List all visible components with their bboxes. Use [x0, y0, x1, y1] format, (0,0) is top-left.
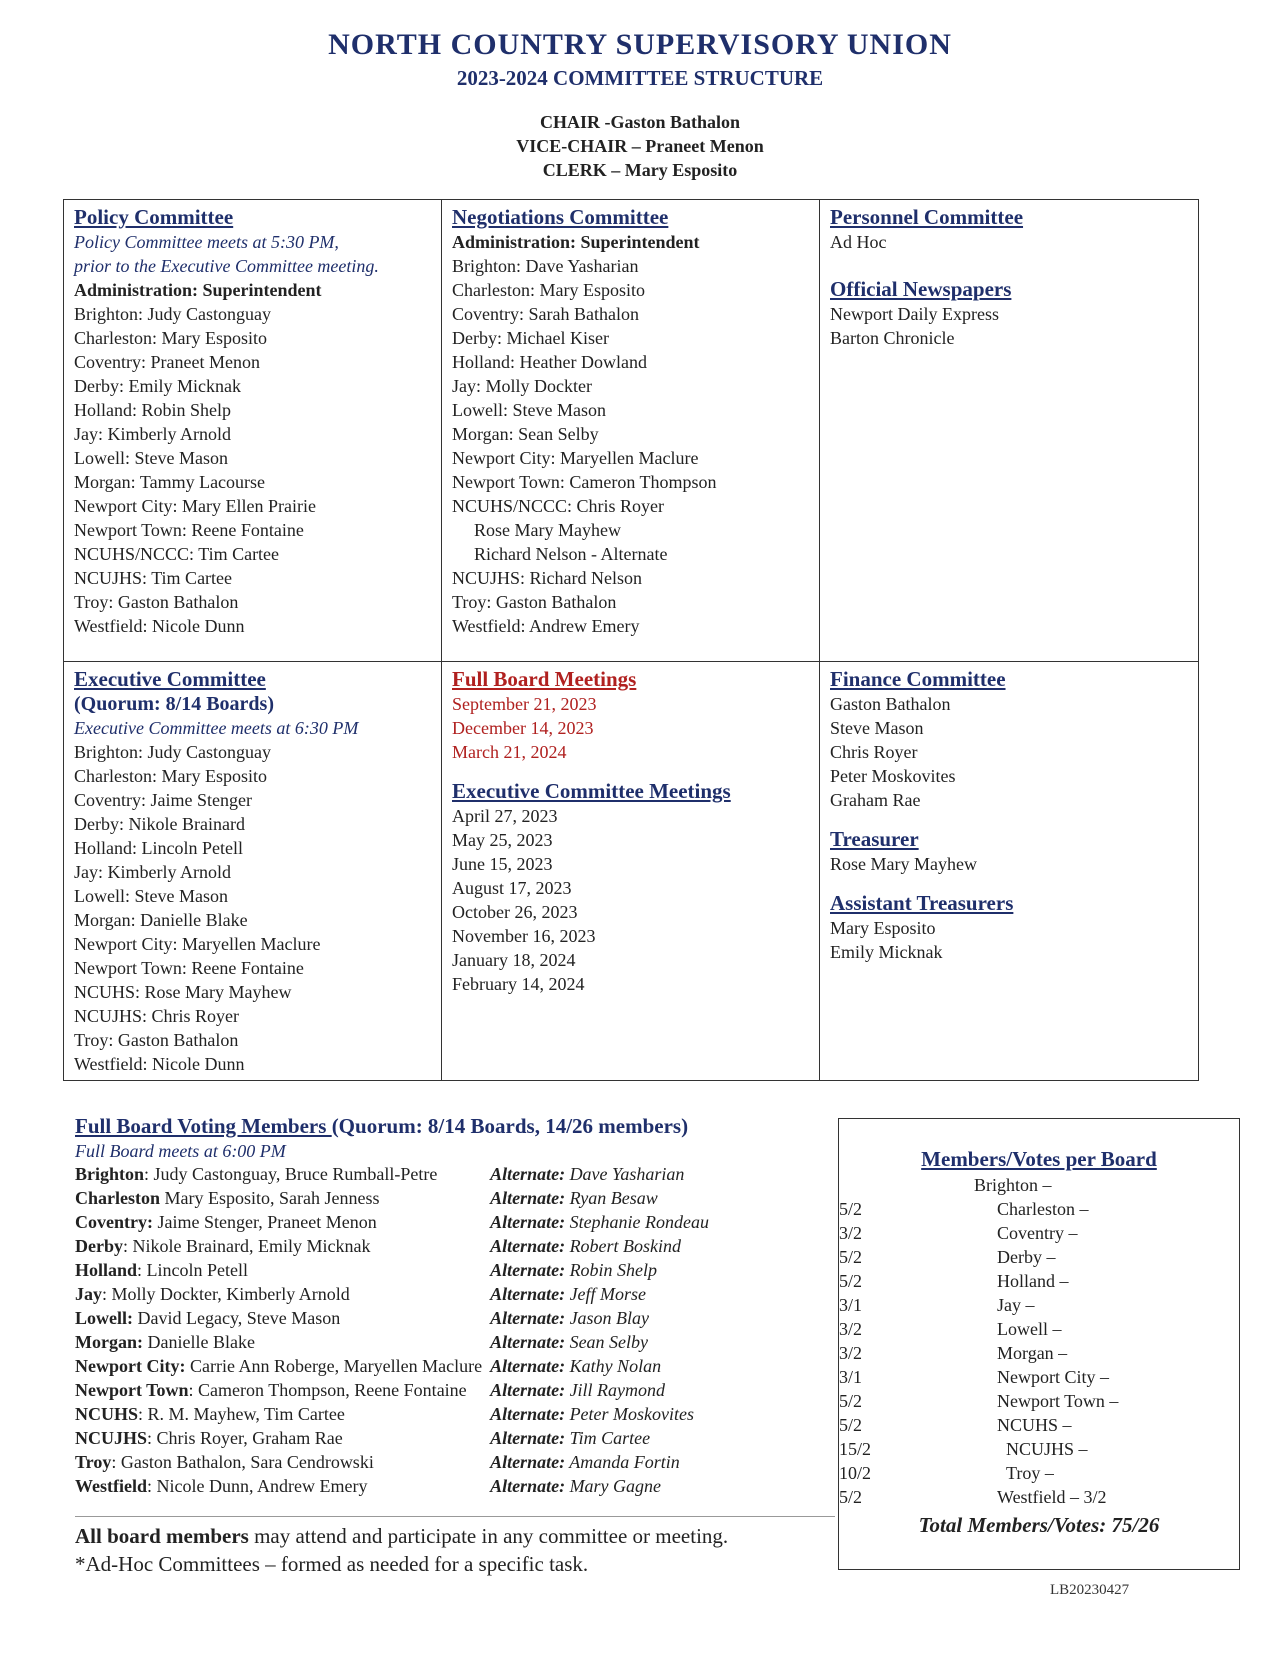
list-item: Newport Town: Reene Fontaine [74, 520, 304, 540]
board-members: Gaston Bathalon, Sara Cendrowski [116, 1452, 374, 1472]
board-name: Morgan: [75, 1332, 143, 1352]
executive-committee-title: Executive Committee [74, 667, 266, 691]
executive-meetings-title: Executive Committee Meetings [452, 779, 731, 803]
executive-member-list [74, 740, 431, 1076]
voting-members-table [75, 1162, 709, 1498]
list-item: NCUHS/NCCC: Chris Royer [452, 496, 665, 516]
notes-line-1 [75, 1522, 728, 1550]
board-name: Troy [75, 1452, 112, 1472]
list-item: Brighton: Dave Yasharian [452, 256, 639, 276]
votes-total: Total Members/Votes: 75/26 [918, 1513, 1160, 1537]
list-item: February 14, 2024 [452, 974, 585, 994]
board-name: Jay [75, 1284, 102, 1304]
notes-divider [75, 1516, 835, 1517]
voting-members-cell [75, 1402, 482, 1426]
executive-committee-cell [64, 662, 442, 1081]
org-title: NORTH COUNTRY SUPERVISORY UNION [328, 28, 952, 61]
list-item: Jay: Molly Dockter [452, 376, 592, 396]
alternate-name: Mary Gagne [569, 1476, 662, 1496]
list-item: NCUJHS: Richard Nelson [452, 568, 642, 588]
alternate-label: Alternate: [490, 1380, 566, 1400]
list-item: January 18, 2024 [452, 950, 576, 970]
board-members: R. M. Mayhew, Tim Cartee [143, 1404, 345, 1424]
finance-committee-title: Finance Committee [830, 667, 1006, 691]
list-item: Emily Micknak [830, 942, 943, 962]
alternate-label: Alternate: [490, 1236, 566, 1256]
voting-members-cell [75, 1330, 482, 1354]
notes-line-2: *Ad-Hoc Committees – formed as needed for a specific task. [75, 1552, 589, 1576]
alternate-label: Alternate: [490, 1188, 566, 1208]
board-separator: : [144, 1164, 150, 1184]
list-item: Morgan: Danielle Blake [74, 910, 248, 930]
alternate-name: Robert Boskind [569, 1236, 682, 1256]
list-item: Lowell: Steve Mason [452, 400, 606, 420]
list-item: August 17, 2023 [452, 878, 572, 898]
board-name: Charleston [75, 1188, 160, 1208]
board-members: Jaime Stenger, Praneet Menon [152, 1212, 377, 1232]
voting-members-cell [75, 1426, 482, 1450]
policy-admin: Administration: Superintendent [74, 280, 322, 300]
voting-members-cell [75, 1210, 482, 1234]
meetings-cell [442, 662, 820, 1081]
list-item: Westfield: Nicole Dunn [74, 1054, 245, 1074]
alternate-name: Dave Yasharian [569, 1164, 685, 1184]
list-item: Graham Rae [830, 790, 921, 810]
list-item: December 14, 2023 [452, 718, 594, 738]
list-item: Westfield – 3/2 [997, 1487, 1107, 1507]
voting-members-cell [75, 1162, 482, 1186]
board-members: Carrie Ann Roberge, Maryellen Maclure [185, 1356, 483, 1376]
voting-row [75, 1306, 709, 1330]
voting-quorum: (Quorum: 8/14 Boards, 14/26 members) [331, 1114, 689, 1138]
board-members: Judy Castonguay, Bruce Rumball-Petre [149, 1164, 438, 1184]
board-separator: : [123, 1236, 129, 1256]
policy-member-list [74, 302, 431, 638]
list-item: NCUJHS – 10/2 [839, 1439, 1088, 1483]
voting-row [75, 1234, 709, 1258]
negotiations-member-list-2 [452, 566, 809, 638]
alternate-name: Sean Selby [569, 1332, 649, 1352]
list-item: Morgan: Sean Selby [452, 424, 599, 444]
voting-members-cell [75, 1354, 482, 1378]
negotiations-member-list [452, 254, 809, 518]
list-item: Newport Town: Reene Fontaine [74, 958, 304, 978]
list-item: November 16, 2023 [452, 926, 596, 946]
votes-list [839, 1173, 1239, 1509]
voting-members-section [75, 1112, 835, 1498]
list-item: Newport Town – 5/2 [839, 1391, 1119, 1435]
alternate-label: Alternate: [490, 1308, 566, 1328]
personnel-text: Ad Hoc [830, 232, 887, 252]
policy-committee-title: Policy Committee [74, 205, 234, 229]
votes-box-title: Members/Votes per Board [921, 1147, 1157, 1171]
board-name: Brighton [75, 1164, 145, 1184]
voting-row [75, 1330, 709, 1354]
list-item: Newport City: Mary Ellen Prairie [74, 496, 316, 516]
alternate-name: Tim Cartee [569, 1428, 651, 1448]
list-item: Derby: Nikole Brainard [74, 814, 245, 834]
newspaper-list [830, 302, 1188, 350]
alternate-name: Jeff Morse [569, 1284, 647, 1304]
voting-members-cell [75, 1378, 482, 1402]
voting-row [75, 1258, 709, 1282]
list-item: Brighton: Judy Castonguay [74, 304, 271, 324]
treasurer-title: Treasurer [830, 827, 919, 851]
negotiations-admin: Administration: Superintendent [452, 232, 700, 252]
voting-row [75, 1210, 709, 1234]
finance-member-list [830, 692, 1188, 812]
notes-line-1-bold: All board members [75, 1524, 249, 1548]
list-item: June 15, 2023 [452, 854, 553, 874]
list-item: Coventry: Jaime Stenger [74, 790, 252, 810]
vice-chair-line: VICE-CHAIR – Praneet Menon [516, 136, 764, 156]
board-members: Molly Dockter, Kimberly Arnold [107, 1284, 350, 1304]
alternate-cell [482, 1450, 709, 1474]
alternate-cell [482, 1186, 709, 1210]
voting-note: Full Board meets at 6:00 PM [75, 1141, 286, 1161]
voting-members-cell [75, 1306, 482, 1330]
negotiations-committee-title: Negotiations Committee [452, 205, 669, 229]
full-board-meetings-title: Full Board Meetings [452, 667, 637, 691]
list-item: Gaston Bathalon [830, 694, 951, 714]
alternate-name: Jason Blay [569, 1308, 650, 1328]
clerk-line: CLERK – Mary Esposito [542, 160, 738, 180]
list-item: NCUJHS: Chris Royer [74, 1006, 240, 1026]
list-item: Holland: Robin Shelp [74, 400, 231, 420]
alternate-cell [482, 1306, 709, 1330]
board-members: Danielle Blake [142, 1332, 255, 1352]
voting-members-cell [75, 1282, 482, 1306]
list-item: Charleston: Mary Esposito [74, 766, 267, 786]
notes-line-1-rest: may attend and participate in any committee or meeting. [248, 1524, 729, 1548]
alternate-name: Robin Shelp [569, 1260, 658, 1280]
executive-meeting-dates [452, 804, 809, 996]
voting-members-title: Full Board Voting Members [75, 1114, 332, 1138]
alternate-cell [482, 1402, 709, 1426]
alternate-name: Peter Moskovites [569, 1404, 695, 1424]
alternate-name: Jill Raymond [569, 1380, 666, 1400]
list-item: Newport City – 5/2 [839, 1367, 1110, 1411]
list-item: Richard Nelson - Alternate [474, 544, 668, 564]
list-item: Derby: Michael Kiser [452, 328, 609, 348]
notes [75, 1522, 728, 1578]
voting-row [75, 1450, 709, 1474]
voting-members-cell [75, 1474, 482, 1498]
board-name: Coventry: [75, 1212, 153, 1232]
negotiations-committee-cell [442, 200, 820, 662]
list-item: Holland: Lincoln Petell [74, 838, 243, 858]
alternate-label: Alternate: [490, 1332, 566, 1352]
board-members: David Legacy, Steve Mason [133, 1308, 341, 1328]
voting-row [75, 1402, 709, 1426]
board-name: NCUJHS [75, 1428, 148, 1448]
board-members: Mary Esposito, Sarah Jenness [160, 1188, 380, 1208]
list-item: Morgan: Tammy Lacourse [74, 472, 266, 492]
board-name: Newport City: [75, 1356, 186, 1376]
voting-members-cell [75, 1258, 482, 1282]
official-newspapers-title: Official Newspapers [830, 277, 1012, 301]
list-item: Troy: Gaston Bathalon [452, 592, 617, 612]
list-item: Jay: Kimberly Arnold [74, 862, 231, 882]
board-members: Lincoln Petell [142, 1260, 249, 1280]
list-item: Rose Mary Mayhew [474, 520, 621, 540]
list-item: Brighton: Judy Castonguay [74, 742, 271, 762]
list-item: Coventry: Sarah Bathalon [452, 304, 639, 324]
list-item: Steve Mason [830, 718, 924, 738]
personnel-committee-title: Personnel Committee [830, 205, 1024, 229]
list-item: Chris Royer [830, 742, 918, 762]
list-item: Lowell –3/2 [839, 1319, 1062, 1363]
alternate-cell [482, 1234, 709, 1258]
alternate-name: Amanda Fortin [569, 1452, 680, 1472]
list-item: May 25, 2023 [452, 830, 553, 850]
list-item: Mary Esposito [830, 918, 936, 938]
personnel-committee-cell [820, 200, 1199, 662]
board-members: Cameron Thompson, Reene Fontaine [193, 1380, 467, 1400]
list-item: March 21, 2024 [452, 742, 567, 762]
full-board-dates [452, 692, 809, 764]
alternate-cell [482, 1474, 709, 1498]
voting-row [75, 1282, 709, 1306]
voting-members-heading [75, 1112, 835, 1140]
voting-members-cell [75, 1186, 482, 1210]
list-item: Charleston – 3/2 [839, 1199, 1089, 1243]
list-item: Charleston: Mary Esposito [452, 280, 645, 300]
list-item: Jay: Kimberly Arnold [74, 424, 231, 444]
voting-row [75, 1354, 709, 1378]
board-name: Westfield [75, 1476, 147, 1496]
list-item: Newport Daily Express [830, 304, 999, 324]
list-item: Troy: Gaston Bathalon [74, 1030, 239, 1050]
list-item: Newport Town: Cameron Thompson [452, 472, 717, 492]
alternate-name: Kathy Nolan [569, 1356, 662, 1376]
board-name: Newport Town [75, 1380, 189, 1400]
board-name: Holland [75, 1260, 138, 1280]
alternate-label: Alternate: [490, 1212, 566, 1232]
committee-grid [63, 199, 1199, 1081]
list-item: Holland – 3/1 [839, 1271, 1069, 1315]
alternate-cell [482, 1378, 709, 1402]
list-item: Troy: Gaston Bathalon [74, 592, 239, 612]
board-members: Nikole Brainard, Emily Micknak [128, 1236, 371, 1256]
alternate-name: Stephanie Rondeau [569, 1212, 710, 1232]
document-code: LB20230427 [1050, 1582, 1130, 1598]
alternate-label: Alternate: [490, 1428, 566, 1448]
alternate-label: Alternate: [490, 1452, 566, 1472]
alternate-label: Alternate: [490, 1164, 566, 1184]
list-item: NCUJHS: Tim Cartee [74, 568, 233, 588]
voting-row [75, 1186, 709, 1210]
board-separator: : [147, 1428, 153, 1448]
board-separator: : [147, 1476, 153, 1496]
list-item: Lowell: Steve Mason [74, 448, 228, 468]
list-item: Lowell: Steve Mason [74, 886, 228, 906]
board-separator: : [137, 1260, 143, 1280]
alternate-cell [482, 1354, 709, 1378]
voting-row [75, 1378, 709, 1402]
list-item: October 26, 2023 [452, 902, 578, 922]
finance-committee-cell [820, 662, 1199, 1081]
board-separator: : [111, 1452, 117, 1472]
board-separator: : [138, 1404, 144, 1424]
alternate-label: Alternate: [490, 1476, 566, 1496]
votes-per-board-box [838, 1118, 1240, 1570]
voting-members-cell [75, 1234, 482, 1258]
board-members: Nicole Dunn, Andrew Emery [152, 1476, 368, 1496]
alternate-label: Alternate: [490, 1260, 566, 1280]
board-separator: : [102, 1284, 108, 1304]
alternate-label: Alternate: [490, 1404, 566, 1424]
assistant-treasurer-list [830, 916, 1188, 964]
list-item: September 21, 2023 [452, 694, 597, 714]
alternate-cell [482, 1426, 709, 1450]
board-name: NCUHS [75, 1404, 139, 1424]
voting-row [75, 1474, 709, 1498]
list-item: Brighton – 5/2 [839, 1175, 1052, 1219]
negotiations-indented-list [452, 518, 809, 566]
alternate-label: Alternate: [490, 1284, 566, 1304]
alternate-cell [482, 1258, 709, 1282]
board-name: Derby [75, 1236, 123, 1256]
executive-quorum: (Quorum: 8/14 Boards) [74, 693, 274, 715]
board-separator: : [188, 1380, 194, 1400]
list-item: NCUHS: Rose Mary Mayhew [74, 982, 292, 1002]
list-item: NCUHS – 15/2 [839, 1415, 1072, 1459]
list-item: Holland: Heather Dowland [452, 352, 647, 372]
executive-note: Executive Committee meets at 6:30 PM [74, 718, 359, 738]
chair-line: CHAIR -Gaston Bathalon [539, 112, 741, 132]
voting-row [75, 1162, 709, 1186]
list-item: Westfield: Andrew Emery [452, 616, 640, 636]
list-item: Morgan – 3/1 [839, 1343, 1068, 1387]
list-item: Derby: Emily Micknak [74, 376, 241, 396]
list-item: Coventry – 5/2 [839, 1223, 1078, 1267]
alternate-name: Ryan Besaw [569, 1188, 658, 1208]
list-item: Newport City: Maryellen Maclure [452, 448, 699, 468]
treasurer-name: Rose Mary Mayhew [830, 854, 977, 874]
list-item: April 27, 2023 [452, 806, 558, 826]
voting-members-cell [75, 1450, 482, 1474]
list-item: Jay – 3/2 [839, 1295, 1035, 1339]
policy-note-1: Policy Committee meets at 5:30 PM, [74, 232, 339, 252]
alternate-cell [482, 1162, 709, 1186]
list-item: Peter Moskovites [830, 766, 956, 786]
alternate-cell [482, 1330, 709, 1354]
list-item: Coventry: Praneet Menon [74, 352, 260, 372]
policy-note-2: prior to the Executive Committee meeting. [74, 256, 379, 276]
voting-row [75, 1426, 709, 1450]
board-name: Lowell: [75, 1308, 133, 1328]
board-members: Chris Royer, Graham Rae [152, 1428, 343, 1448]
list-item: Charleston: Mary Esposito [74, 328, 267, 348]
list-item: Newport City: Maryellen Maclure [74, 934, 321, 954]
alternate-label: Alternate: [490, 1356, 566, 1376]
list-item: Barton Chronicle [830, 328, 955, 348]
list-item: NCUHS/NCCC: Tim Cartee [74, 544, 280, 564]
assistant-treasurers-title: Assistant Treasurers [830, 891, 1014, 915]
list-item: Westfield: Nicole Dunn [74, 616, 245, 636]
list-item: Derby – 5/2 [839, 1247, 1056, 1291]
alternate-cell [482, 1282, 709, 1306]
alternate-cell [482, 1210, 709, 1234]
list-item: Troy – 5/2 [839, 1463, 1054, 1507]
doc-subtitle: 2023-2024 COMMITTEE STRUCTURE [456, 66, 824, 90]
policy-committee-cell [64, 200, 442, 662]
